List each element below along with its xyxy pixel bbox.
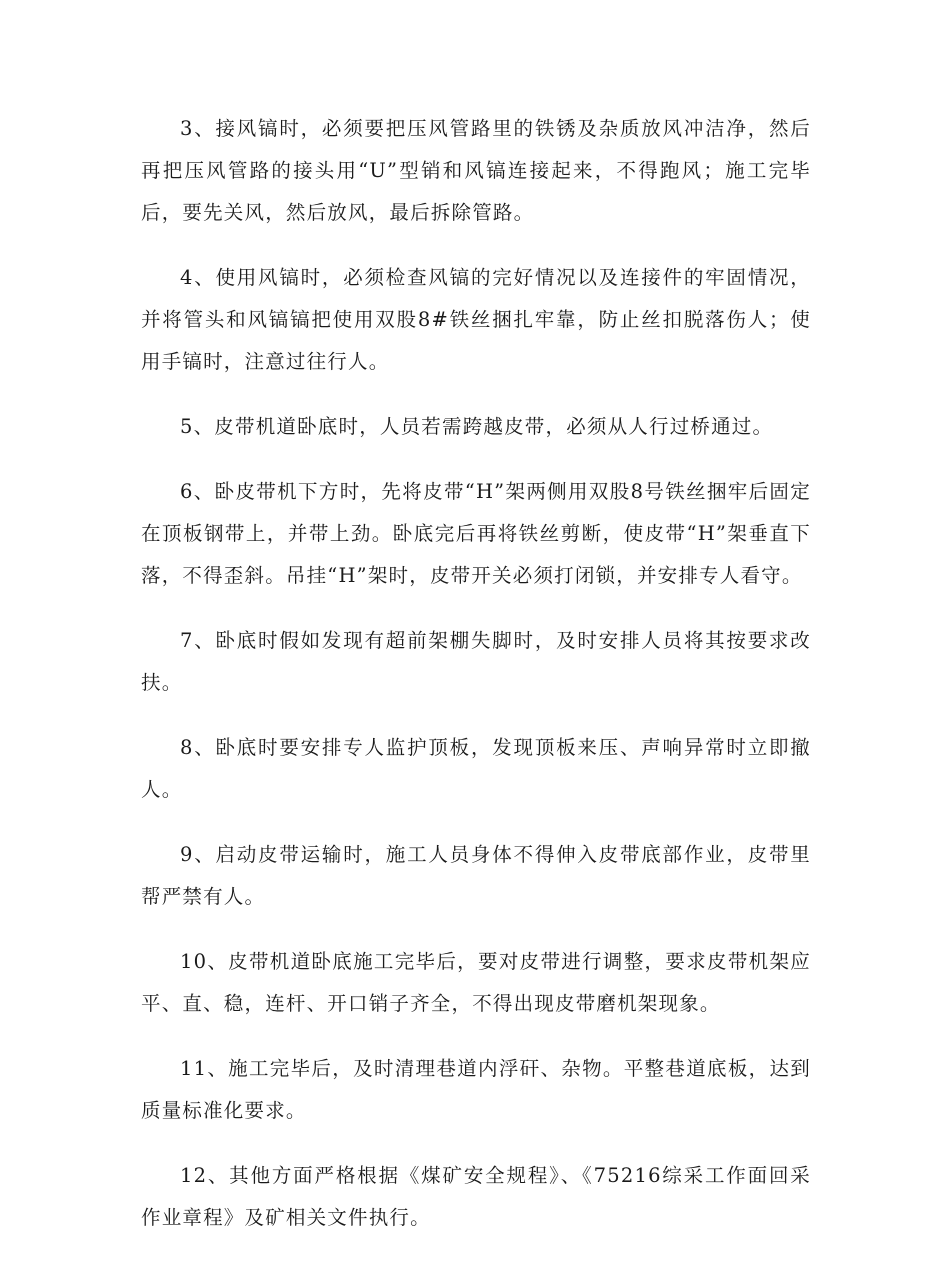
paragraph-item-3: 3、接风镐时，必须要把压风管路里的铁锈及杂质放风冲洁净，然后再把压风管路的接头用“U”型销和风镐连接起来，不得跑风；施工完毕后，要先关风，然后放风，最后拆除管路。 xyxy=(141,117,811,224)
paragraph-item-8: 8、卧底时要安排专人监护顶板，发现顶板来压、声响异常时立即撤人。 xyxy=(141,736,811,801)
paragraph-item-10: 10、皮带机道卧底施工完毕后，要对皮带进行调整，要求皮带机架应平、直、稳，连杆、开口销子齐全，不得出现皮带磨机架现象。 xyxy=(141,950,811,1015)
paragraph-item-5: 5、皮带机道卧底时，人员若需跨越皮带，必须从人行过桥通过。 xyxy=(180,415,774,438)
paragraph-item-4: 4、使用风镐时，必须检查风镐的完好情况以及连接件的牢固情况，并将管头和风镐镐把使用双股8#铁丝捆扎牢靠，防止丝扣脱落伤人；使用手镐时，注意过往行人。 xyxy=(141,266,811,373)
paragraph-item-9: 9、启动皮带运输时，施工人员身体不得伸入皮带底部作业，皮带里帮严禁有人。 xyxy=(141,843,811,908)
paragraph-item-6: 6、卧皮带机下方时，先将皮带“H”架两侧用双股8号铁丝捆牢后固定在顶板钢带上，并带上劲。卧底完后再将铁丝剪断，使皮带“H”架垂直下落，不得歪斜。吊挂“H”架时，皮带开关必须打闭锁，并安排专人看守。 xyxy=(141,480,811,587)
paragraph-item-11: 11、施工完毕后，及时清理巷道内浮矸、杂物。平整巷道底板，达到质量标准化要求。 xyxy=(141,1057,811,1122)
document-body xyxy=(141,108,811,1262)
paragraph-item-7: 7、卧底时假如发现有超前架棚失脚时，及时安排人员将其按要求改扶。 xyxy=(141,629,811,694)
paragraph-item-12: 12、其他方面严格根据《煤矿安全规程》、《75216综采工作面回采作业章程》及矿相关文件执行。 xyxy=(141,1164,811,1229)
